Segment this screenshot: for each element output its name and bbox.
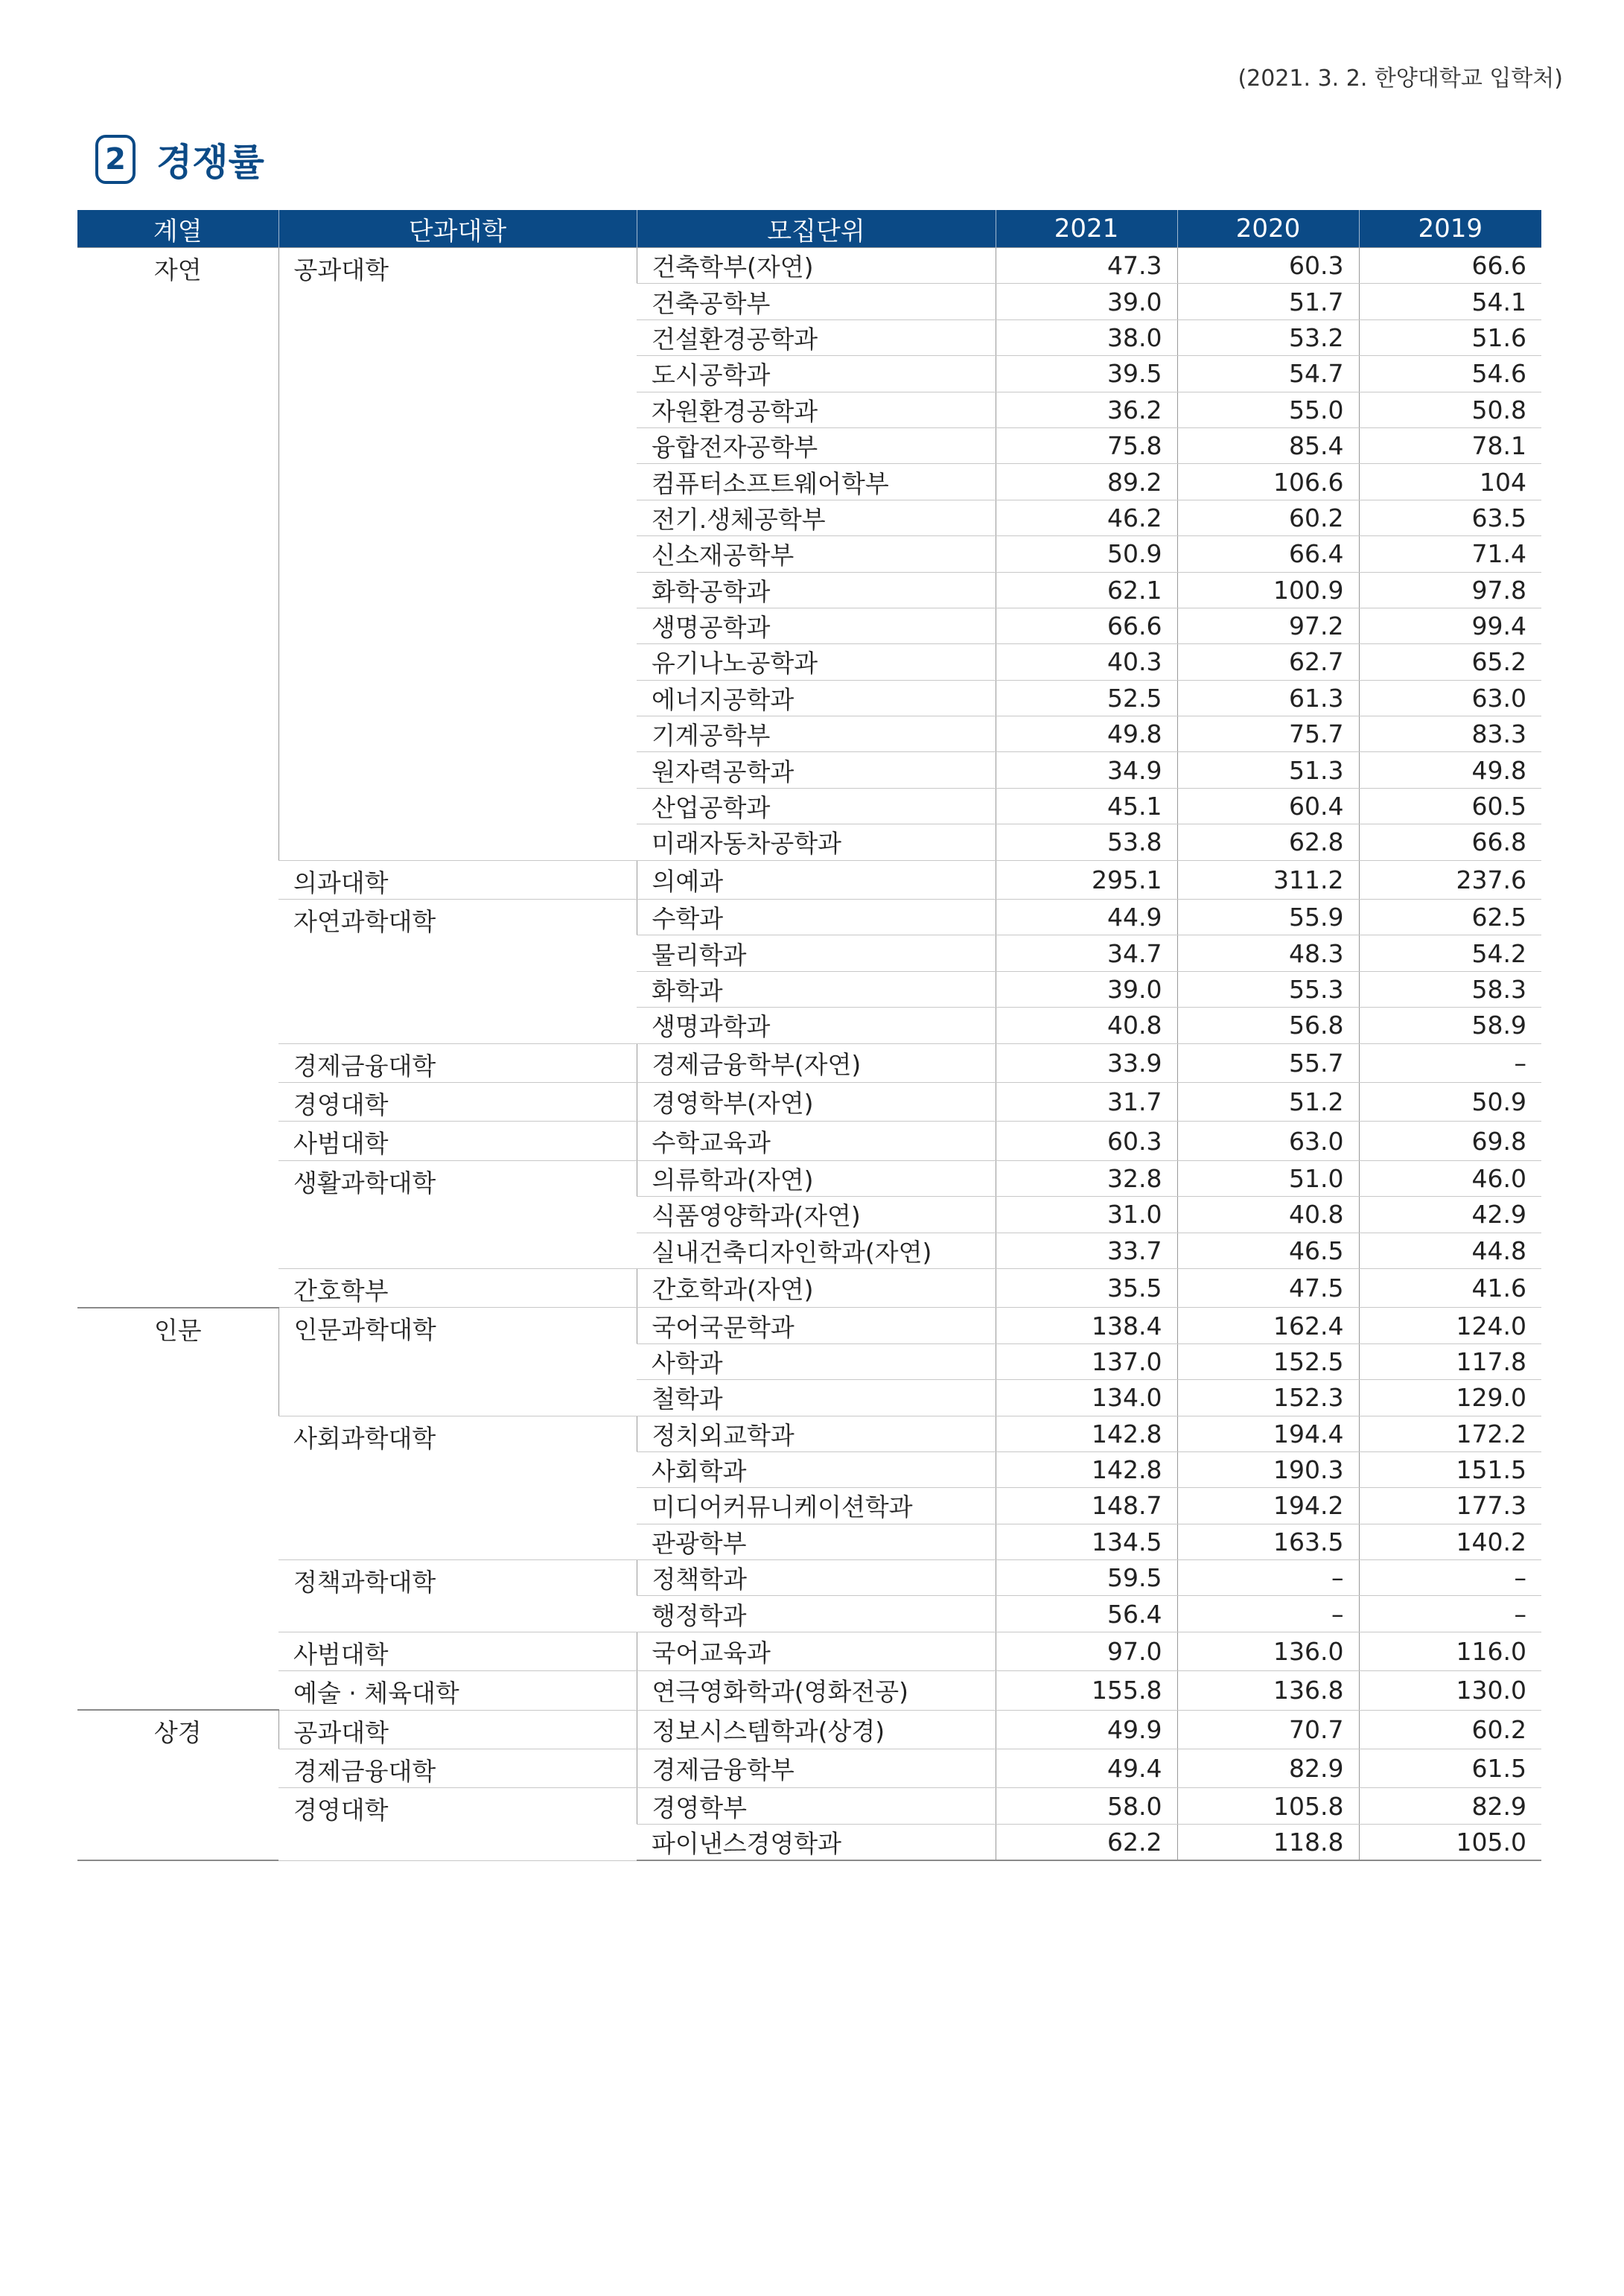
rate-2021-cell: 62.2	[996, 1824, 1177, 1860]
rate-2020-cell: 61.3	[1177, 680, 1359, 716]
unit-cell: 건축공학부	[637, 284, 996, 319]
rate-2019-cell: 82.9	[1359, 1788, 1541, 1824]
college-cell: 간호학부	[278, 1268, 637, 1307]
unit-cell: 경영학부	[637, 1788, 996, 1824]
table-row	[77, 1560, 1541, 1596]
table-row	[77, 900, 1541, 935]
rate-2019-cell: 237.6	[1359, 860, 1541, 899]
section-title: 경쟁률	[156, 141, 264, 184]
college-cell: 사범대학	[278, 1632, 637, 1670]
college-cell: 정책과학대학	[278, 1560, 637, 1632]
rate-2021-cell: 142.8	[996, 1451, 1177, 1487]
rate-2019-cell: 63.0	[1359, 680, 1541, 716]
rate-2020-cell: 60.4	[1177, 788, 1359, 824]
unit-cell: 정보시스템학과(상경)	[637, 1710, 996, 1749]
unit-cell: 원자력공학과	[637, 752, 996, 788]
unit-cell: 행정학과	[637, 1596, 996, 1632]
category-cell: 상경	[77, 1710, 278, 1860]
unit-cell: 산업공학과	[637, 788, 996, 824]
table-row	[77, 860, 1541, 899]
unit-cell: 수학과	[637, 900, 996, 935]
rate-2021-cell: 66.6	[996, 608, 1177, 643]
unit-cell: 연극영화학과(영화전공)	[637, 1671, 996, 1710]
rate-2021-cell: 295.1	[996, 860, 1177, 899]
college-cell: 경영대학	[278, 1082, 637, 1121]
rate-2021-cell: 59.5	[996, 1560, 1177, 1596]
rate-2021-cell: 49.4	[996, 1749, 1177, 1788]
rate-2020-cell: 75.7	[1177, 716, 1359, 752]
college-cell: 공과대학	[278, 1710, 637, 1749]
rate-2021-cell: 46.2	[996, 500, 1177, 535]
rate-2020-cell: 152.5	[1177, 1343, 1359, 1379]
rate-2019-cell: 99.4	[1359, 608, 1541, 643]
college-cell: 의과대학	[278, 860, 637, 899]
rate-2020-cell: 55.7	[1177, 1043, 1359, 1082]
rate-2021-cell: 34.9	[996, 752, 1177, 788]
section-number-badge: 2	[95, 135, 136, 184]
rate-2020-cell: 40.8	[1177, 1197, 1359, 1233]
rate-2021-cell: 31.7	[996, 1082, 1177, 1121]
unit-cell: 융합전자공학부	[637, 427, 996, 463]
rate-2019-cell: 97.8	[1359, 572, 1541, 608]
rate-2019-cell: 66.6	[1359, 248, 1541, 284]
rate-2019-cell: 61.5	[1359, 1749, 1541, 1788]
rate-2019-cell: 69.8	[1359, 1122, 1541, 1160]
rate-2019-cell: 66.8	[1359, 824, 1541, 860]
rate-2021-cell: 58.0	[996, 1788, 1177, 1824]
unit-cell: 간호학과(자연)	[637, 1268, 996, 1307]
table-row	[77, 1788, 1541, 1824]
table-row	[77, 1268, 1541, 1307]
unit-cell: 국어국문학과	[637, 1308, 996, 1343]
rate-2019-cell: 41.6	[1359, 1268, 1541, 1307]
table-row	[77, 1671, 1541, 1710]
college-cell: 사회과학대학	[278, 1416, 637, 1560]
rate-2020-cell: 48.3	[1177, 935, 1359, 971]
unit-cell: 생명과학과	[637, 1008, 996, 1043]
rate-2020-cell: 60.3	[1177, 248, 1359, 284]
rate-2020-cell: 55.9	[1177, 900, 1359, 935]
rate-2019-cell: 172.2	[1359, 1416, 1541, 1451]
rate-2019-cell: 71.4	[1359, 536, 1541, 572]
unit-cell: 경영학부(자연)	[637, 1082, 996, 1121]
table-body	[77, 248, 1541, 1861]
header-unit: 모집단위	[637, 210, 996, 248]
rate-2019-cell: –	[1359, 1043, 1541, 1082]
unit-cell: 전기.생체공학부	[637, 500, 996, 535]
unit-cell: 화학공학과	[637, 572, 996, 608]
rate-2021-cell: 40.3	[996, 644, 1177, 680]
rate-2020-cell: 82.9	[1177, 1749, 1359, 1788]
rate-2019-cell: 104	[1359, 464, 1541, 500]
unit-cell: 기계공학부	[637, 716, 996, 752]
unit-cell: 파이낸스경영학과	[637, 1824, 996, 1860]
rate-2020-cell: 106.6	[1177, 464, 1359, 500]
rate-2021-cell: 44.9	[996, 900, 1177, 935]
college-cell: 경제금융대학	[278, 1043, 637, 1082]
rate-2019-cell: 130.0	[1359, 1671, 1541, 1710]
rate-2021-cell: 142.8	[996, 1416, 1177, 1451]
rate-2019-cell: 177.3	[1359, 1488, 1541, 1524]
category-cell: 인문	[77, 1308, 278, 1710]
rate-2021-cell: 49.8	[996, 716, 1177, 752]
unit-cell: 자원환경공학과	[637, 392, 996, 427]
table-row	[77, 1710, 1541, 1749]
rate-2021-cell: 52.5	[996, 680, 1177, 716]
rate-2019-cell: 117.8	[1359, 1343, 1541, 1379]
rate-2021-cell: 39.0	[996, 971, 1177, 1007]
table-row	[77, 1416, 1541, 1451]
rate-2021-cell: 148.7	[996, 1488, 1177, 1524]
unit-cell: 경제금융학부	[637, 1749, 996, 1788]
rate-2019-cell: 49.8	[1359, 752, 1541, 788]
rate-2019-cell: 54.1	[1359, 284, 1541, 319]
rate-2021-cell: 45.1	[996, 788, 1177, 824]
rate-2020-cell: 51.7	[1177, 284, 1359, 319]
rate-2020-cell: 194.2	[1177, 1488, 1359, 1524]
table-row	[77, 1308, 1541, 1343]
college-cell: 인문과학대학	[278, 1308, 637, 1416]
rate-2019-cell: 60.2	[1359, 1710, 1541, 1749]
table-row	[77, 1122, 1541, 1160]
unit-cell: 도시공학과	[637, 356, 996, 392]
unit-cell: 사학과	[637, 1343, 996, 1379]
source-note: (2021. 3. 2. 한양대학교 입학처)	[1238, 66, 1563, 92]
unit-cell: 미래자동차공학과	[637, 824, 996, 860]
rate-2021-cell: 32.8	[996, 1160, 1177, 1196]
unit-cell: 정치외교학과	[637, 1416, 996, 1451]
unit-cell: 의예과	[637, 860, 996, 899]
unit-cell: 에너지공학과	[637, 680, 996, 716]
rate-2019-cell: 54.2	[1359, 935, 1541, 971]
rate-2020-cell: 136.8	[1177, 1671, 1359, 1710]
rate-2020-cell: 190.3	[1177, 1451, 1359, 1487]
rate-2020-cell: 51.0	[1177, 1160, 1359, 1196]
rate-2020-cell: 194.4	[1177, 1416, 1359, 1451]
rate-2021-cell: 33.7	[996, 1233, 1177, 1268]
college-cell: 사범대학	[278, 1122, 637, 1160]
college-cell: 예술 · 체육대학	[278, 1671, 637, 1710]
college-cell: 경영대학	[278, 1788, 637, 1860]
rate-2020-cell: 118.8	[1177, 1824, 1359, 1860]
rate-2019-cell: 65.2	[1359, 644, 1541, 680]
rate-2021-cell: 50.9	[996, 536, 1177, 572]
rate-2019-cell: 42.9	[1359, 1197, 1541, 1233]
rate-2020-cell: 53.2	[1177, 319, 1359, 355]
rate-2019-cell: 58.3	[1359, 971, 1541, 1007]
rate-2019-cell: 116.0	[1359, 1632, 1541, 1670]
rate-2019-cell: 50.8	[1359, 392, 1541, 427]
rate-2020-cell: 51.3	[1177, 752, 1359, 788]
unit-cell: 생명공학과	[637, 608, 996, 643]
rate-2021-cell: 56.4	[996, 1596, 1177, 1632]
rate-2020-cell: 136.0	[1177, 1632, 1359, 1670]
rate-2020-cell: 105.8	[1177, 1788, 1359, 1824]
rate-2021-cell: 53.8	[996, 824, 1177, 860]
rate-2019-cell: 78.1	[1359, 427, 1541, 463]
competition-rate-table	[77, 210, 1541, 1861]
rate-2020-cell: 152.3	[1177, 1380, 1359, 1416]
rate-2021-cell: 134.5	[996, 1524, 1177, 1559]
rate-2021-cell: 31.0	[996, 1197, 1177, 1233]
rate-2020-cell: 56.8	[1177, 1008, 1359, 1043]
rate-2021-cell: 34.7	[996, 935, 1177, 971]
unit-cell: 신소재공학부	[637, 536, 996, 572]
rate-2019-cell: 60.5	[1359, 788, 1541, 824]
table-row	[77, 1160, 1541, 1196]
college-cell: 경제금융대학	[278, 1749, 637, 1788]
header-year-2020: 2020	[1177, 210, 1359, 248]
unit-cell: 실내건축디자인학과(자연)	[637, 1233, 996, 1268]
rate-2021-cell: 138.4	[996, 1308, 1177, 1343]
rate-2019-cell: –	[1359, 1596, 1541, 1632]
rate-2021-cell: 35.5	[996, 1268, 1177, 1307]
rate-2019-cell: 63.5	[1359, 500, 1541, 535]
rate-2020-cell: 62.8	[1177, 824, 1359, 860]
rate-2020-cell: 163.5	[1177, 1524, 1359, 1559]
rate-2019-cell: 105.0	[1359, 1824, 1541, 1860]
unit-cell: 화학과	[637, 971, 996, 1007]
rate-2021-cell: 38.0	[996, 319, 1177, 355]
header-category: 계열	[77, 210, 278, 248]
rate-2021-cell: 75.8	[996, 427, 1177, 463]
rate-2019-cell: 58.9	[1359, 1008, 1541, 1043]
rate-2019-cell: 124.0	[1359, 1308, 1541, 1343]
rate-2019-cell: 129.0	[1359, 1380, 1541, 1416]
rate-2020-cell: 51.2	[1177, 1082, 1359, 1121]
college-cell: 공과대학	[278, 248, 637, 861]
rate-2021-cell: 49.9	[996, 1710, 1177, 1749]
rate-2021-cell: 33.9	[996, 1043, 1177, 1082]
rate-2019-cell: 44.8	[1359, 1233, 1541, 1268]
unit-cell: 식품영양학과(자연)	[637, 1197, 996, 1233]
rate-2021-cell: 39.0	[996, 284, 1177, 319]
table-row	[77, 1749, 1541, 1788]
unit-cell: 의류학과(자연)	[637, 1160, 996, 1196]
rate-2021-cell: 40.8	[996, 1008, 1177, 1043]
table-header-row	[77, 210, 1541, 248]
rate-2021-cell: 47.3	[996, 248, 1177, 284]
rate-2019-cell: 83.3	[1359, 716, 1541, 752]
section-heading	[95, 133, 264, 186]
category-cell: 자연	[77, 248, 278, 1308]
unit-cell: 사회학과	[637, 1451, 996, 1487]
unit-cell: 유기나노공학과	[637, 644, 996, 680]
college-cell: 생활과학대학	[278, 1160, 637, 1268]
rate-2020-cell: –	[1177, 1596, 1359, 1632]
rate-2021-cell: 36.2	[996, 392, 1177, 427]
rate-2020-cell: 46.5	[1177, 1233, 1359, 1268]
unit-cell: 경제금융학부(자연)	[637, 1043, 996, 1082]
rate-2020-cell: 63.0	[1177, 1122, 1359, 1160]
rate-2019-cell: 51.6	[1359, 319, 1541, 355]
unit-cell: 컴퓨터소프트웨어학부	[637, 464, 996, 500]
rate-2020-cell: 162.4	[1177, 1308, 1359, 1343]
rate-2020-cell: –	[1177, 1560, 1359, 1596]
table-row	[77, 1082, 1541, 1121]
rate-2020-cell: 55.0	[1177, 392, 1359, 427]
table-row	[77, 1632, 1541, 1670]
rate-2019-cell: 140.2	[1359, 1524, 1541, 1559]
rate-2020-cell: 85.4	[1177, 427, 1359, 463]
table-row	[77, 248, 1541, 284]
rate-2020-cell: 55.3	[1177, 971, 1359, 1007]
unit-cell: 수학교육과	[637, 1122, 996, 1160]
rate-2021-cell: 137.0	[996, 1343, 1177, 1379]
unit-cell: 건축학부(자연)	[637, 248, 996, 284]
header-year-2019: 2019	[1359, 210, 1541, 248]
rate-2019-cell: 151.5	[1359, 1451, 1541, 1487]
college-cell: 자연과학대학	[278, 900, 637, 1044]
rate-2019-cell: 46.0	[1359, 1160, 1541, 1196]
rate-2020-cell: 97.2	[1177, 608, 1359, 643]
unit-cell: 국어교육과	[637, 1632, 996, 1670]
unit-cell: 미디어커뮤니케이션학과	[637, 1488, 996, 1524]
rate-2020-cell: 66.4	[1177, 536, 1359, 572]
rate-2020-cell: 60.2	[1177, 500, 1359, 535]
unit-cell: 관광학부	[637, 1524, 996, 1559]
rate-2019-cell: 54.6	[1359, 356, 1541, 392]
rate-2020-cell: 47.5	[1177, 1268, 1359, 1307]
rate-2020-cell: 54.7	[1177, 356, 1359, 392]
rate-2020-cell: 100.9	[1177, 572, 1359, 608]
header-college: 단과대학	[278, 210, 637, 248]
unit-cell: 물리학과	[637, 935, 996, 971]
rate-2021-cell: 134.0	[996, 1380, 1177, 1416]
rate-2019-cell: –	[1359, 1560, 1541, 1596]
rate-2020-cell: 62.7	[1177, 644, 1359, 680]
rate-2021-cell: 97.0	[996, 1632, 1177, 1670]
rate-2020-cell: 70.7	[1177, 1710, 1359, 1749]
rate-2021-cell: 89.2	[996, 464, 1177, 500]
rate-2019-cell: 50.9	[1359, 1082, 1541, 1121]
rate-2019-cell: 62.5	[1359, 900, 1541, 935]
table-row	[77, 1043, 1541, 1082]
rate-2021-cell: 60.3	[996, 1122, 1177, 1160]
unit-cell: 정책학과	[637, 1560, 996, 1596]
rate-2021-cell: 155.8	[996, 1671, 1177, 1710]
header-year-2021: 2021	[996, 210, 1177, 248]
unit-cell: 철학과	[637, 1380, 996, 1416]
rate-2021-cell: 62.1	[996, 572, 1177, 608]
unit-cell: 건설환경공학과	[637, 319, 996, 355]
rate-2020-cell: 311.2	[1177, 860, 1359, 899]
rate-2021-cell: 39.5	[996, 356, 1177, 392]
